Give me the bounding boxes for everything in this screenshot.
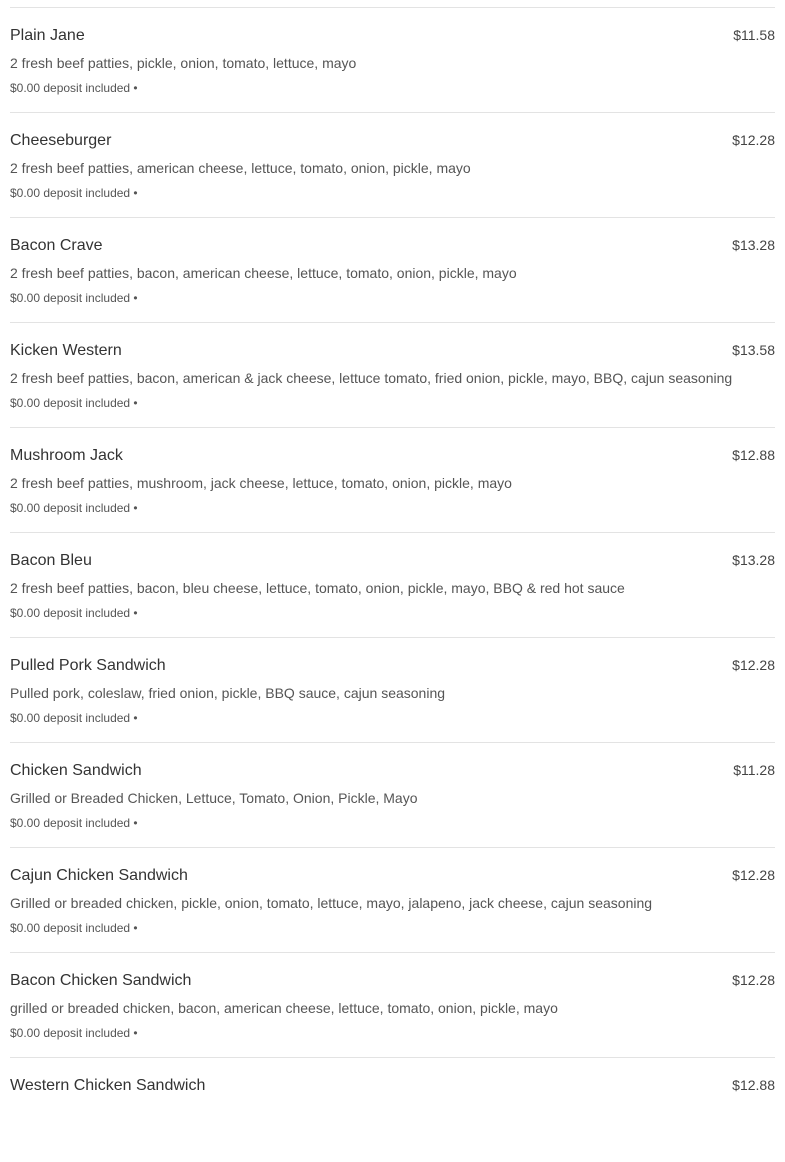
menu-item-price: $12.28 — [732, 867, 775, 883]
menu-item-description: Pulled pork, coleslaw, fried onion, pickle, BBQ sauce, cajun seasoning — [10, 685, 446, 701]
menu-item-name: Chicken Sandwich — [10, 762, 142, 779]
menu-item-deposit: $0.00 deposit included • — [10, 186, 138, 200]
menu-item-deposit: $0.00 deposit included • — [10, 81, 138, 95]
menu-item-deposit: $0.00 deposit included • — [10, 396, 138, 410]
menu-item-description: Grilled or Breaded Chicken, Lettuce, Tomato, Onion, Pickle, Mayo — [10, 790, 418, 806]
menu-item-name: Cheeseburger — [10, 132, 112, 149]
menu-item[interactable] — [10, 112, 775, 217]
menu-item-price: $12.88 — [732, 447, 775, 463]
menu-item-description: 2 fresh beef patties, pickle, onion, tomato, lettuce, mayo — [10, 55, 357, 71]
menu-item[interactable] — [10, 532, 775, 637]
menu-item-name: Mushroom Jack — [10, 447, 123, 464]
menu-item-description: 2 fresh beef patties, american cheese, lettuce, tomato, onion, pickle, mayo — [10, 160, 471, 176]
menu-item-deposit: $0.00 deposit included • — [10, 501, 138, 515]
menu-item-description: 2 fresh beef patties, mushroom, jack cheese, lettuce, tomato, onion, pickle, mayo — [10, 475, 512, 491]
menu-item[interactable] — [10, 637, 775, 742]
menu-item[interactable] — [10, 847, 775, 952]
menu-item-description: 2 fresh beef patties, bacon, bleu cheese, lettuce, tomato, onion, pickle, mayo, BBQ & red hot sauce — [10, 580, 625, 596]
menu-item-deposit: $0.00 deposit included • — [10, 1026, 138, 1040]
menu-item-price: $13.58 — [732, 342, 775, 358]
menu-item-name: Bacon Chicken Sandwich — [10, 972, 192, 989]
menu-item-price: $13.28 — [732, 237, 775, 253]
menu-item-price: $12.28 — [732, 657, 775, 673]
menu-item-price: $11.58 — [733, 27, 775, 43]
menu-item-deposit: $0.00 deposit included • — [10, 711, 138, 725]
menu-item[interactable] — [10, 742, 775, 847]
menu-item-deposit: $0.00 deposit included • — [10, 816, 138, 830]
menu-item-description: 2 fresh beef patties, bacon, american cheese, lettuce, tomato, onion, pickle, mayo — [10, 265, 517, 281]
menu-item[interactable] — [10, 322, 775, 427]
menu-item[interactable] — [10, 7, 775, 112]
menu-item-price: $12.28 — [732, 132, 775, 148]
menu-item-price: $12.88 — [732, 1077, 775, 1093]
menu-item-description: 2 fresh beef patties, bacon, american & jack cheese, lettuce tomato, fried onion, pickle, mayo, BBQ, cajun seasoning — [10, 370, 733, 386]
menu-item[interactable] — [10, 1057, 775, 1162]
menu-item-name: Bacon Crave — [10, 237, 103, 254]
menu-item-name: Kicken Western — [10, 342, 122, 359]
menu-item-list — [10, 7, 775, 1162]
menu-item-deposit: $0.00 deposit included • — [10, 606, 138, 620]
menu-item-description: grilled or breaded chicken, bacon, american cheese, lettuce, tomato, onion, pickle, mayo — [10, 1000, 558, 1016]
menu-item-name: Western Chicken Sandwich — [10, 1077, 206, 1094]
menu-item[interactable] — [10, 952, 775, 1057]
menu-item[interactable] — [10, 427, 775, 532]
menu-item-price: $11.28 — [733, 762, 775, 778]
menu-item[interactable] — [10, 217, 775, 322]
menu-item-name: Cajun Chicken Sandwich — [10, 867, 188, 884]
menu-item-deposit: $0.00 deposit included • — [10, 921, 138, 935]
menu-item-description: Grilled or breaded chicken, pickle, onion, tomato, lettuce, mayo, jalapeno, jack cheese, cajun seasoning — [10, 895, 653, 911]
menu-item-name: Bacon Bleu — [10, 552, 92, 569]
menu-item-price: $12.28 — [732, 972, 775, 988]
menu-item-price: $13.28 — [732, 552, 775, 568]
menu-item-deposit: $0.00 deposit included • — [10, 291, 138, 305]
menu-item-name: Pulled Pork Sandwich — [10, 657, 166, 674]
menu-item-name: Plain Jane — [10, 27, 85, 44]
